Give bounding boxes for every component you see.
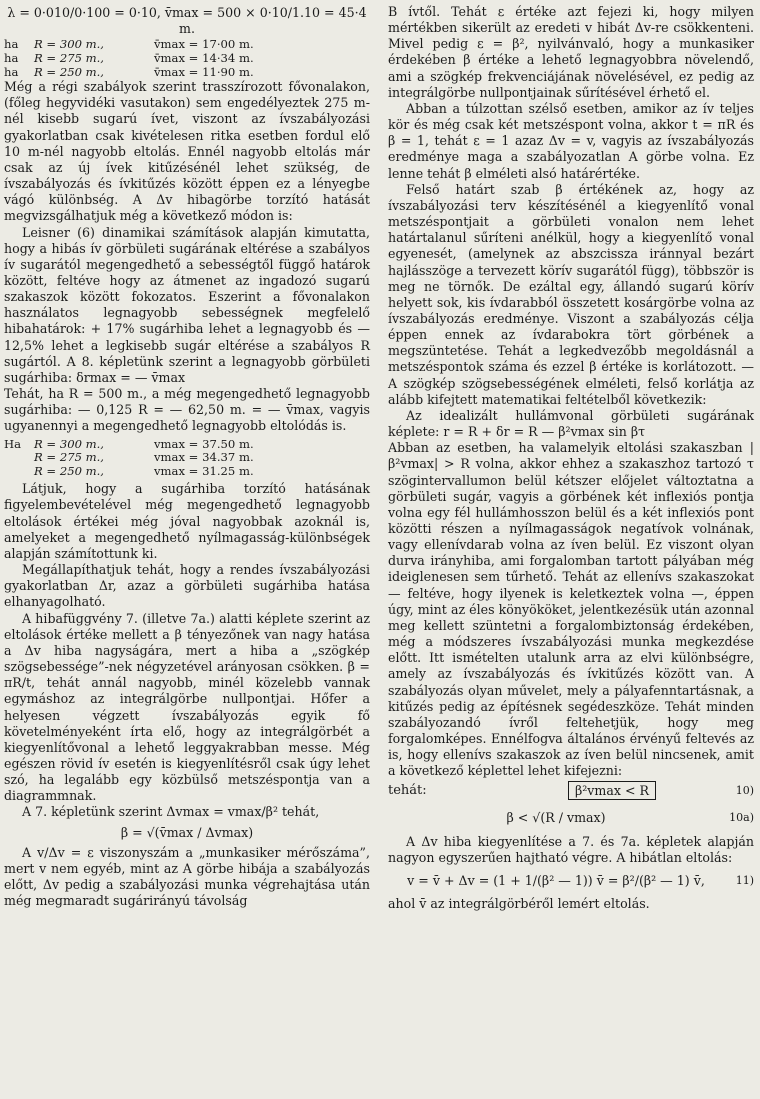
equation-number: 11) xyxy=(735,873,754,887)
paragraph: Abban az esetben, ha valamelyik eltolási szakaszban |β²vmax| > R volna, akkor ehhez a szakaszhoz tartozó τ szögintervallumon belül kétszer előjelet változtatna a görbületi sugár, vagyis a görbének két inflexiós pontja volna egy fél hullámhosszon belül és a két inflexiós pont közötti részen a nyílmagasságok negatívok volnának, vagy ellenívdarab volna az íven belül. Ez viszont olyan durva irányhiba, ami forgalomban tartott pályában még ideiglenesen sem tűrhető. Tehát az ellenívs szakaszokat — feltéve, hogy ilyenek is keletkeztek volna —, éppen úgy, mint az éles könyököket, jelentkezésük után azonnal meg kellett szüntetni a forgalombiztonság érdekében, még a módszeres ívszabályozási munka megkezdése előtt. Itt ismételten utalunk arra az elvi különbségre, amely az ívszabályozás és ívkitűzés között van. A szabályozás olyan művelet, mely a pályafenntartásnak, a kitűzés pedig az építésnek segédeszköze. Tehát minden szabályozandó ívről feltehetjük, hogy meg forgalomképes. Ennélfogva általános érvényű feltevés az is, hogy ellenívs szakaszok az íven belül nincsenek, amit a következő képlettel lehet kifejezni: xyxy=(388,440,754,779)
case-list-1 xyxy=(4,38,370,79)
case-radius: R = 300 m., xyxy=(34,37,104,52)
paragraph: Még a régi szabályok szerint trasszírozott fővonalakon, (főleg hegyvidéki vasutakon) sem engedélyeztek 275 m-nél kisebb sugarú ívet, viszont az ívszabályozási gyakorlatban csak kivételesen ritka esetben fordul elő 10 m-nél nagyobb eltolás. Ennél nagyobb eltolás már csak az új ívek kitűzésénél lehet szükség, de ívszabályozás és ívkitűzés között éppen ez a lényegbe vágó különbség. A Δv hibagörbe torzító hatását megvizsgálhatjuk még a következő módon is: xyxy=(4,79,370,224)
equation-10a-row xyxy=(388,804,754,834)
case-prefix xyxy=(4,451,34,465)
equation-10a: β < √(R / vmax) xyxy=(506,810,606,826)
case-radius: R = 250 m., xyxy=(34,463,104,478)
equation-10-row xyxy=(388,780,754,804)
case-list-2 xyxy=(4,438,370,479)
paragraph: Az idealizált hullámvonal görbületi sugárának képlete: r = R + δr = R — β²vmax sin βτ xyxy=(388,407,754,440)
case-value: v̄max = 11·90 m. xyxy=(154,64,254,79)
paragraph: Megállapíthatjuk tehát, hogy a rendes ívszabályozási gyakorlatban Δr, azaz a görbületi sugárhiba hatása elhanyagolható. xyxy=(4,562,370,610)
case-row xyxy=(4,52,370,66)
equation-label: tehát: xyxy=(388,783,427,799)
paragraph: Látjuk, hogy a sugárhiba torzító hatásának figyelembevételével még megengedhető legnagyobb eltolások értékei még jóval nagyobbak azoknál is, amelyeket a megengedhető nyílmagasság-különbségek alapján számítottunk ki. xyxy=(4,481,370,561)
case-radius: R = 300 m., xyxy=(34,436,104,451)
case-prefix: ha xyxy=(4,50,19,65)
case-prefix: Ha xyxy=(4,436,22,451)
case-value: v̄max = 14·34 m. xyxy=(154,50,254,65)
paragraph: Felső határt szab β értékének az, hogy az ívszabályozási terv készítésénél a kiegyenlítő vonal metszéspontjait a görbületi vonalon nem lehet határtalanul sűríteni anélkül, hogy a kiegyenlítő vonal egyenesét, (amelynek az abszcisszа iránnyal bezárt hajlásszöge a tervezett körív sugarától függ), többször is meg ne törnők. De ezáltal egy, állandó sugarú körív helyett sok, kis ívdarabból összetett kosárgörbe volna az ívszabályozás eredménye. Viszont a szabályozás célja éppen ennek az ívdarabokra tört görbének a megszüntetése. Tehát a legkedvezőbb megoldásnál a metszéspontok száma és ezzel β értéke is korlátozott. — A szögkép szögsebességének elméleti, felső korlátja az alább kifejtett matematikai feltételből következik: xyxy=(388,181,754,407)
case-value: vmax = 37.50 m. xyxy=(154,436,254,451)
equation-11-row xyxy=(388,866,754,896)
paragraph: ahol v̄ az integrálgörbéről lemért eltolás. xyxy=(388,895,650,911)
paragraph: A 7. képletünk szerint Δvmax = vmax/β² tehát, xyxy=(22,804,320,820)
case-row xyxy=(4,38,370,52)
equation-number: 10) xyxy=(735,784,754,798)
paragraph: A v/Δv = ε viszonyszám a „munkasiker mérőszáma”, mert v nem egyéb, mint az A görbe hibája a szabályozás előtt, Δv pedig a szabályozási munka végrehajtása után még megmaradt sugárirányú távolság xyxy=(4,844,370,909)
paragraph: A Δv hiba kiegyenlítése a 7. és 7a. képletek alapján nagyon egyszerűen hajtható végre. A hibátlan eltolás: xyxy=(388,833,754,865)
equation-beta: β = √(v̄max / Δvmax) xyxy=(120,824,254,840)
case-row xyxy=(4,465,370,479)
case-radius: R = 250 m., xyxy=(34,64,104,79)
equation-11: v = v̄ + Δv = (1 + 1/(β² — 1)) v̄ = β²/(β² — 1) v̄, xyxy=(407,872,705,888)
case-value: v̄max = 17·00 m. xyxy=(154,37,254,52)
case-prefix: ha xyxy=(4,64,19,79)
right-column xyxy=(388,4,754,912)
equation-10 xyxy=(500,783,724,799)
case-radius: R = 275 m., xyxy=(34,50,104,65)
paragraph: B ívtől. Tehát ε értéke azt fejezi ki, hogy milyen mértékben sikerült az eredeti v hibát Δv-re csökkenteni. Mivel pedig ε = β², nyilvánvaló, hogy a munkasiker érdekében β értéke a lehető legnagyobbra növelendő, ami a szögkép frekvenciájának növelésével, ez pedig az integrálgörbe nullpontjainak sűrítésével érhető el. xyxy=(388,4,754,100)
case-prefix xyxy=(4,465,34,479)
paragraph: Abban a túlzottan szélső esetben, amikor az ív teljes kör és még csak két metszéspont volna, akkor t = πR és β = 1, tehát ε = 1 azaz Δv = v, vagyis az ívszabályozás eredménye maga a szabályozatlan A görbe volna. Ez lenne tehát β elméleti alsó határértéke. xyxy=(388,100,754,181)
case-prefix: ha xyxy=(4,37,19,52)
case-row xyxy=(4,438,370,452)
case-row xyxy=(4,66,370,80)
case-radius: R = 275 m., xyxy=(34,450,104,465)
paragraph: Tehát, ha R = 500 m., a még megengedhető legnagyobb sugárhiba: — 0,125 R = — 62,50 m. = — v̄max, vagyis ugyanennyi a megengedhető legnagyobb eltolódás is. xyxy=(4,386,370,434)
case-value: vmax = 34.37 m. xyxy=(154,450,254,465)
case-row xyxy=(4,451,370,465)
case-value: vmax = 31.25 m. xyxy=(154,463,254,478)
equation-lambda: λ = 0·010/0·100 = 0·10, v̄max = 500 × 0·10/1.10 = 45·4 m. xyxy=(7,5,367,37)
paragraph: Leisner (6) dinamikai számítások alapján kimutatta, hogy a hibás ív görbületi sugárának eltérése a szabályos ív sugarától megengedhető a sebességtől függő határok között, feltéve hogy az átmenet az ingadozó sugarú szakaszok között fokozatos. Eszerint a fővonalakon használatos legnagyobb sebességnek megfelelő hibahatárok: + 17% sugárhiba lehet a legnagyobb és — 12,5% lehet a legkisebb sugár eltérése a szabályos R sugártól. A 8. képletünk szerint a legnagyobb görbületi sugárhiba: δrmax = — v̄max xyxy=(4,224,370,385)
paragraph: A hibafüggvény 7. (illetve 7a.) alatti képlete szerint az eltolások értéke mellett a β tényezőnek van nagy hatása a Δv hiba nagyságára, mert a hiba a „szögkép szögsebessége”-nek négyzetével arányosan csökken. β = πR/t, tehát annál nagyobb, minél közelebb vannak egymáshoz az integrálgörbe nullpontjai. Hőfer a helyesen végzett ívszabályozás egyik fő követelményeként írta elő, hogy az integrálgörbét a kiegyenlítővonal a lehető leggyakrabban messe. Még egészen rövid ív esetén is kiegyenlítésről csak úgy lehet szó, ha legalább egy közbülső metszéspontja van a diagrammnak. xyxy=(4,610,370,804)
equation-number: 10a) xyxy=(729,811,754,825)
equation-10-box: β²vmax < R xyxy=(568,781,656,800)
left-column xyxy=(4,4,370,909)
